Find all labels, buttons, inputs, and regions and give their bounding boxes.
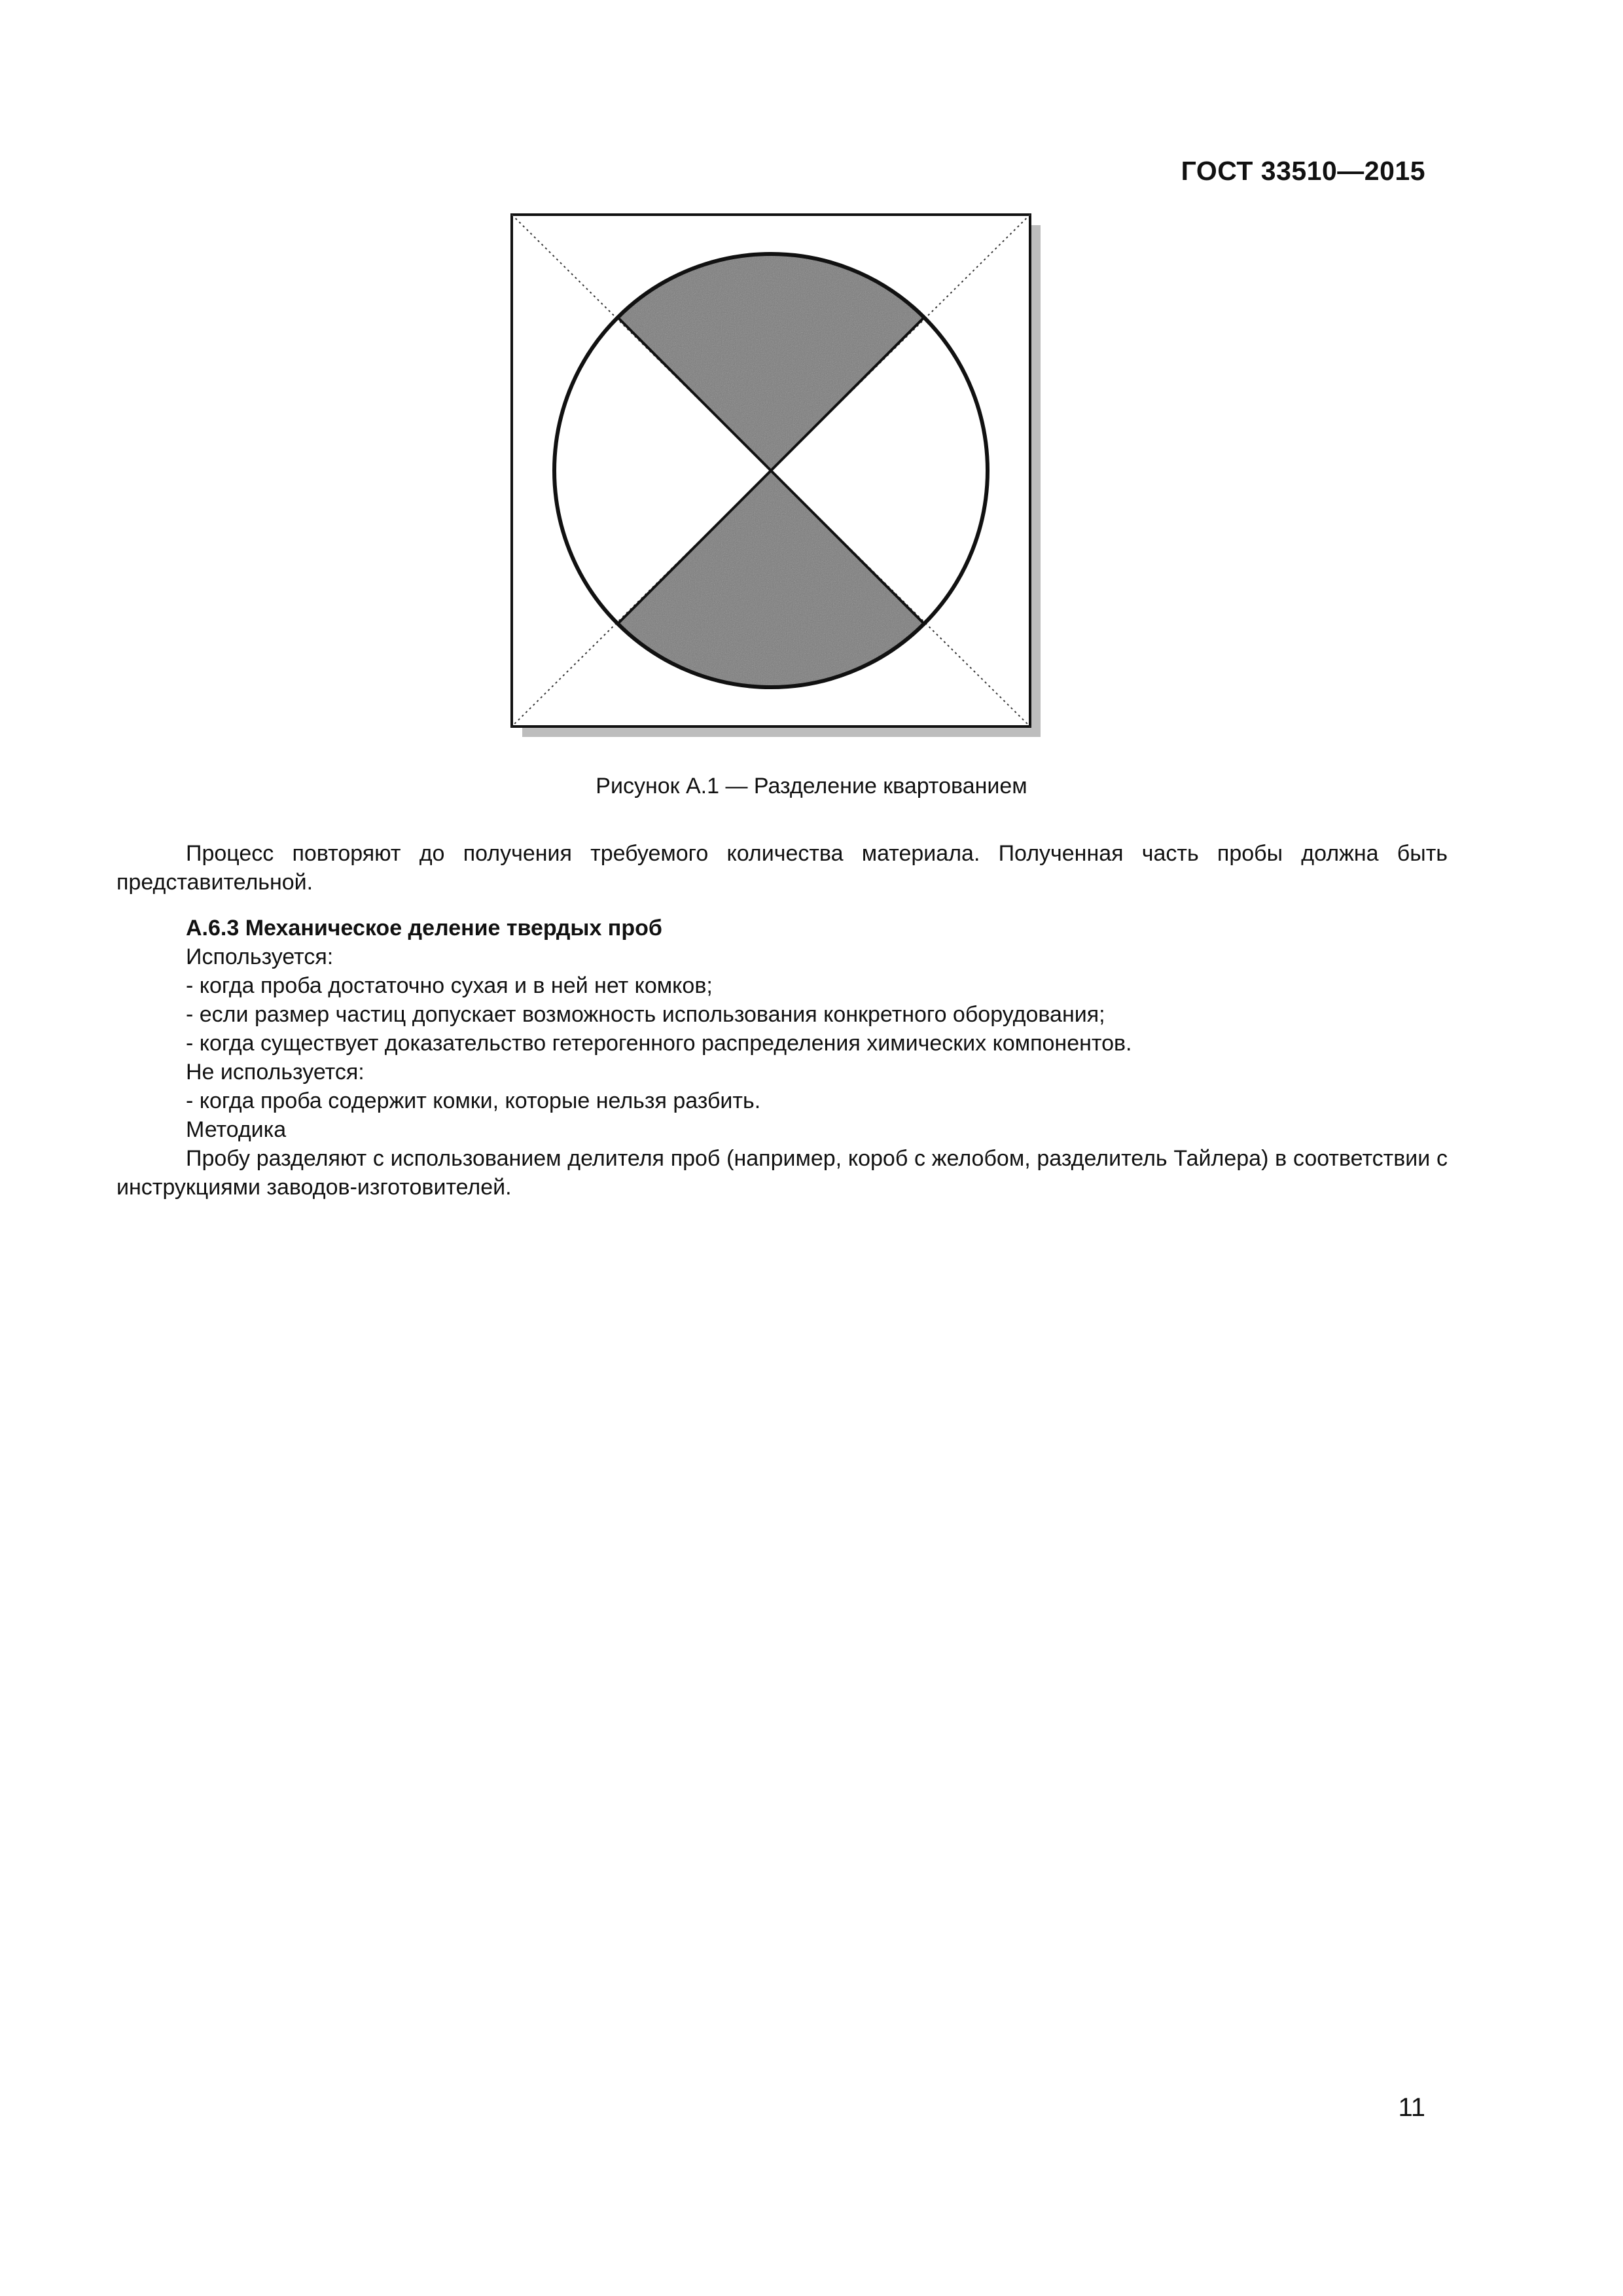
section-a-6-3 <box>116 914 1448 1202</box>
quartering-diagram <box>509 212 1046 742</box>
page-number: 11 <box>1398 2093 1425 2122</box>
not-used-item: - когда проба содержит комки, которые нельзя разбить. <box>186 1088 761 1113</box>
used-item: - когда существует доказательство гетерогенного распределения химических компонентов. <box>186 1031 1132 1056</box>
section-heading: А.6.3 Механическое деление твердых проб <box>186 916 662 941</box>
used-item: - когда проба достаточно сухая и в ней нет комков; <box>186 973 713 998</box>
paragraph-1: Процесс повторяют до получения требуемого количества материала. Полученная часть пробы должна быть представительной. <box>116 841 1448 895</box>
quartering-figure <box>509 212 1046 742</box>
body-text <box>116 839 1448 897</box>
used-item: - если размер частиц допускает возможность использования конкретного оборудования; <box>186 1002 1105 1027</box>
figure-caption: Рисунок А.1 — Разделение квартованием <box>596 774 1027 798</box>
not-used-label: Не используется: <box>186 1060 365 1085</box>
standard-header: ГОСТ 33510—2015 <box>1181 156 1425 186</box>
method-text: Пробу разделяют с использованием делителя проб (например, короб с желобом, разделитель Тайлера) в соответствии с инструкциями заводов-изготовителей. <box>116 1146 1448 1200</box>
method-label: Методика <box>186 1117 287 1142</box>
used-label: Используется: <box>186 944 334 969</box>
